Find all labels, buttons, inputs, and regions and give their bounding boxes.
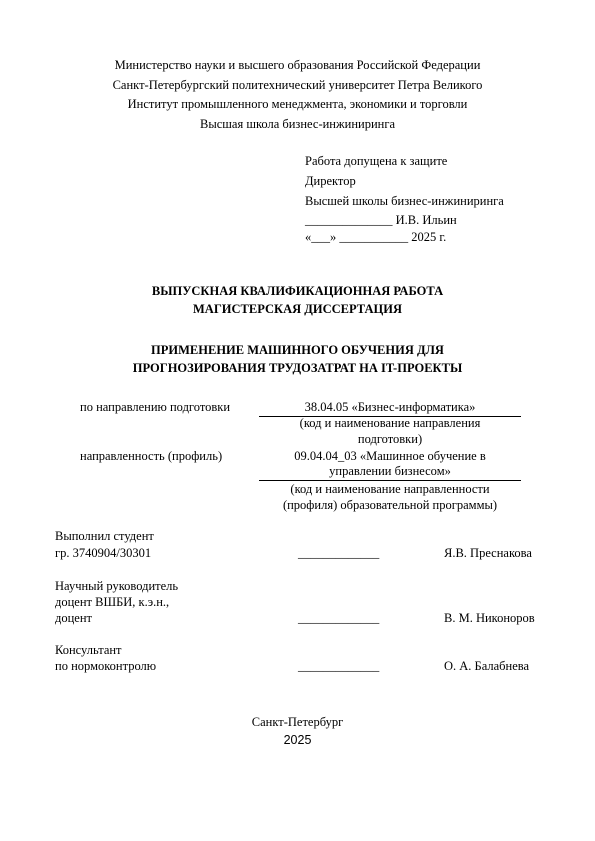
profile-value-2: управлении бизнесом» <box>259 463 521 481</box>
work-type-title: ВЫПУСКНАЯ КВАЛИФИКАЦИОННАЯ РАБОТА <box>151 284 444 298</box>
student-group: гр. 3740904/30301 <box>55 546 152 560</box>
approval-signature: ______________ И.В. Ильин <box>305 213 457 227</box>
supervisor-name: В. М. Никоноров <box>444 611 535 625</box>
consultant-name: О. А. Балабнева <box>444 659 530 673</box>
supervisor-position: доцент ВШБИ, к.э.н., <box>55 595 170 609</box>
institute-name: Институт промышленного менеджмента, экономики и торговли <box>127 97 468 111</box>
consultant-role: Консультант <box>55 643 122 657</box>
approval-admitted: Работа допущена к защите <box>305 154 448 168</box>
consultant-area: по нормоконтролю <box>55 659 157 673</box>
direction-hint-2: подготовки) <box>357 432 423 446</box>
ministry-name: Министерство науки и высшего образования Российской Федерации <box>114 58 481 72</box>
direction-value: 38.04.05 «Бизнес-информатика» <box>259 399 521 417</box>
direction-hint-1: (код и наименование направления <box>299 416 481 430</box>
direction-label: по направлению подготовки <box>80 400 231 414</box>
student-role: Выполнил студент <box>55 529 154 543</box>
approval-date: «___» ___________ 2025 г. <box>305 230 447 244</box>
topic-line-2: ПРОГНОЗИРОВАНИЯ ТРУДОЗАТРАТ НА IT-ПРОЕКТЫ <box>132 361 463 375</box>
student-sign-line: _____________ <box>298 546 380 560</box>
profile-value-1: 09.04.04_03 «Машинное обучение в <box>294 449 486 463</box>
consultant-sign-line: _____________ <box>298 659 380 673</box>
supervisor-sign-line: _____________ <box>298 611 380 625</box>
profile-hint-2: (профиля) образовательной программы) <box>282 498 498 512</box>
university-name: Санкт-Петербургский политехнический университет Петра Великого <box>112 78 483 92</box>
student-name: Я.В. Преснакова <box>444 546 532 560</box>
profile-label: направленность (профиль) <box>80 449 223 463</box>
profile-hint-1: (код и наименование направленности <box>290 482 490 496</box>
approval-director: Директор <box>305 174 356 188</box>
footer-city: Санкт-Петербург <box>251 715 344 729</box>
school-name: Высшая школа бизнес-инжиниринга <box>199 117 396 131</box>
topic-line-1: ПРИМЕНЕНИЕ МАШИННОГО ОБУЧЕНИЯ ДЛЯ <box>151 343 444 357</box>
approval-school: Высшей школы бизнес-инжиниринга <box>305 194 504 208</box>
footer-year: 2025 <box>283 733 312 747</box>
supervisor-title: доцент <box>55 611 92 625</box>
supervisor-role: Научный руководитель <box>55 579 179 593</box>
work-type-subtitle: МАГИСТЕРСКАЯ ДИССЕРТАЦИЯ <box>193 302 402 316</box>
